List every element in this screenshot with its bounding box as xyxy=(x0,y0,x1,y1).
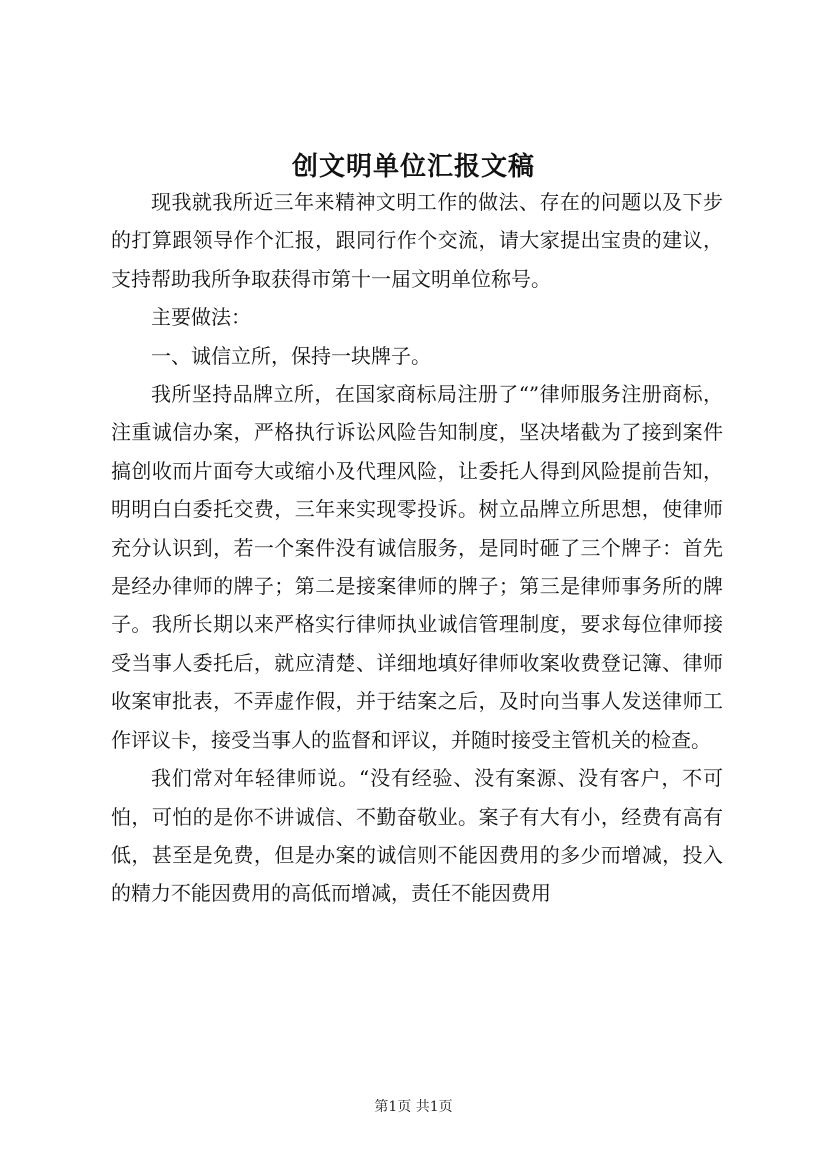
paragraph-section-one-heading: 一、诚信立所，保持一块牌子。 xyxy=(151,343,431,368)
paragraph-brand-integrity: 我所坚持品牌立所，在国家商标局注册了“”律师服务注册商标，注重诚信办案，严格执行诉讼风险告知制度，坚决堵截为了接到案件搞创收而片面夸大或缩小及代理风险，让委托人得到风险提前告知，明明白白委托交费，三年来实现零投诉。树立品牌立所思想，使律师充分认识到，若一个案件没有诚信服务，是同时砸了三个牌子：首先是经办律师的牌子；第二是接案律师的牌子；第三是律师事务所的牌子。我所长期以来严格实行律师执业诚信管理制度，要求每位律师接受当事人委托后，就应清楚、详细地填好律师收案收费登记簿、律师收案审批表，不弄虚作假，并于结案之后，及时向当事人发送律师工作评议卡，接受当事人的监督和评议，并随时接受主管机关的检查。 xyxy=(111,382,723,752)
paragraph-heading-main-practices: 主要做法： xyxy=(151,305,251,330)
page-footer: 第1页 共1页 xyxy=(374,1099,453,1115)
document-title: 创文明单位汇报文稿 xyxy=(291,152,535,182)
paragraph-intro: 现我就我所近三年来精神文明工作的做法、存在的问题以及下步的打算跟领导作个汇报，跟同行作个交流，请大家提出宝贵的建议，支持帮助我所争取获得市第十一届文明单位称号。 xyxy=(111,190,723,291)
paragraph-young-lawyers: 我们常对年轻律师说。“没有经验、没有案源、没有客户，不可怕，可怕的是你不讲诚信、不勤奋敬业。案子有大有小，经费有高有低，甚至是免费，但是办案的诚信则不能因费用的多少而增减，投入的精力不能因费用的高低而增减，责任不能因费用 xyxy=(111,766,723,906)
document-body xyxy=(111,183,723,913)
